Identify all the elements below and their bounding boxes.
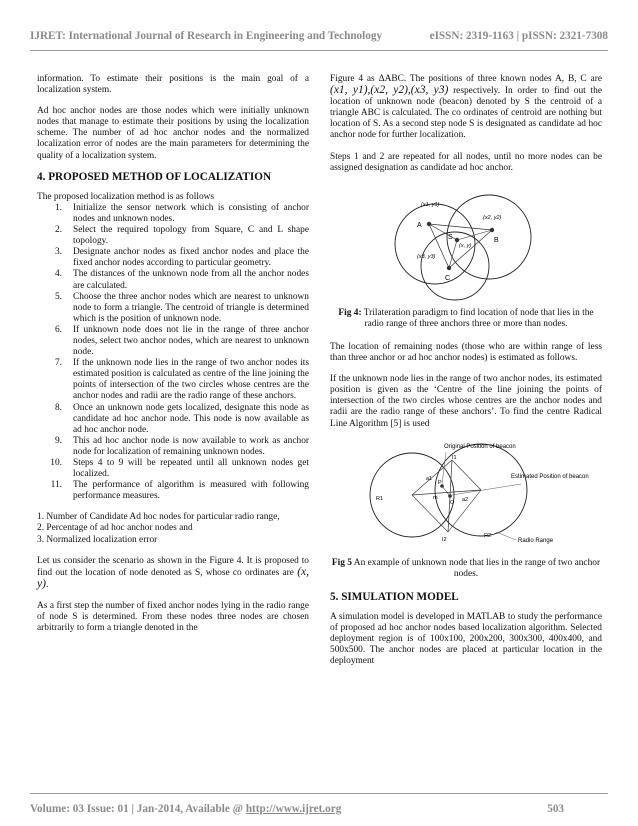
figure-5-caption: Fig 5 An example of unknown node that lies in the range of two anchor nodes. xyxy=(331,557,601,579)
section-heading: 4. PROPOSED METHOD OF LOCALIZATION xyxy=(37,170,272,183)
journal-name: IJRET: International Journal of Research in Engineering and Technology xyxy=(30,30,383,42)
page-number: 503 xyxy=(547,803,564,815)
measure-item: 2. Percentage of ad hoc anchor nodes and xyxy=(37,523,193,534)
step-item: 3. Designate anchor nodes as fixed anchor nodes and place the fixed anchor nodes according to particular geometry. xyxy=(54,247,309,269)
original-position-label: Original Position of beacon xyxy=(444,443,516,450)
coord-c: (x3, y3) xyxy=(417,253,436,260)
measure-item: 1. Number of Candidate Ad hoc nodes for particular radio range, xyxy=(37,512,280,523)
label-b: B xyxy=(494,236,499,244)
method-steps xyxy=(37,203,309,503)
label-a2: a2 xyxy=(462,496,469,503)
label-c: C xyxy=(445,274,451,282)
paragraph: information. To estimate their positions is the main goal of a localization system. xyxy=(37,74,309,96)
page-header xyxy=(30,30,608,42)
figure-4-caption: Fig 4: Trilateration paradigm to find location of node that lies in the radio range of three anchors three or more than nodes. xyxy=(338,307,594,329)
footer-rule xyxy=(30,793,608,794)
radio-range-label: Radio Range xyxy=(518,537,554,544)
step-item: 8. Once an unknown node gets localized, designate this node as candidate ad hoc anchor node. This node is now available as ad hoc anchor node. xyxy=(54,402,309,435)
paragraph: The location of remaining nodes (those who are within range of less than three anchor or ad hoc anchor nodes) is estimated as follows. xyxy=(330,341,602,364)
step-item: 11. The performance of algorithm is measured with following performance measures. xyxy=(50,480,309,502)
estimated-position-label: Estimated Position of beacon xyxy=(511,473,589,480)
step-item: 10. Steps 4 to 9 will be repeated until all unknown nodes get localized. xyxy=(50,458,309,480)
anchor-node-c xyxy=(447,266,451,270)
label-a1: a1 xyxy=(426,475,433,482)
paragraph: Ad hoc anchor nodes are those nodes which were initially unknown nodes that manage to estimate their positions by using the localization scheme. The number of ad hoc anchor nodes and the normalized localization error of nodes are the main parameters for determining the quality of a localization system. xyxy=(37,106,309,161)
coord-s: (x, y) xyxy=(459,242,472,249)
label-r1: R1 xyxy=(376,495,384,502)
anchor-node-a xyxy=(427,222,431,226)
paragraph: Let us consider the scenario as shown in the Figure 4. It is proposed to find out the location of node denoted as S, whose co ordinates are (x, y). xyxy=(37,555,309,590)
unknown-node-s xyxy=(455,238,459,242)
label-o: O xyxy=(450,499,455,506)
label-i1: I1 xyxy=(452,454,457,461)
coord-a: (x1, y1) xyxy=(421,201,440,208)
paragraph: A simulation model is developed in MATLAB to study the performance of proposed ad hoc anchor nodes based localization algorithm. Selected deployment region is of 100x100, 200x200, 300x300, 400x400, and 500x500. The anchor nodes are placed at particular location in the deployment xyxy=(330,611,602,667)
paragraph: As a first step the number of fixed anchor nodes lying in the radio range of node S is determined. From these nodes three nodes are chosen arbitrarily to form a triangle denoted in the xyxy=(37,600,309,634)
paragraph: Steps 1 and 2 are repeated for all nodes, until no more nodes can be assigned designation as candidate ad hoc anchor. xyxy=(330,151,602,173)
step-item: 1. Initialize the sensor network which is consisting of anchor nodes and unknown nodes. xyxy=(54,202,309,224)
step-item: 4. The distances of the unknown node from all the anchor nodes are calculated. xyxy=(54,269,309,291)
label-p: P xyxy=(438,479,442,486)
issn-numbers: eISSN: 2319-1163 | pISSN: 2321-7308 xyxy=(429,30,608,42)
label-a: A xyxy=(417,221,422,229)
math-xy: (x, y) xyxy=(37,565,309,590)
estimated-beacon xyxy=(448,494,452,498)
left-column xyxy=(37,74,309,644)
page-footer xyxy=(30,803,608,815)
section-heading: 5. SIMULATION MODEL xyxy=(330,590,459,603)
paragraph: If the unknown node lies in the range of two anchor nodes, its estimated position is given as the ‘Centre of the line joining the points of intersection of the two circles whose centres are the anchor nodes and radii are the radio range of these anchors’. To find the centre Radical Line Algorithm [5] is used xyxy=(330,374,602,429)
header-rule xyxy=(30,50,608,51)
paragraph: Figure 4 as ΔABC. The positions of three known nodes A, B, C are (x1, y1),(x2, y2),(x3, y3) respectively. In order to find out the location of unknown node (beacon) denoted by S the centroid of a triangle ABC is calculated. The co ordinates of centroid are nothing but location of S. As a second step node S is designated as candidate ad hoc anchor node for further localization. xyxy=(330,74,602,141)
anchor-node-b xyxy=(490,228,494,232)
performance-measures xyxy=(37,512,309,545)
math-coordinates: (x1, y1),(x2, y2),(x3, y3) xyxy=(330,84,449,97)
label-i2: I2 xyxy=(442,536,447,543)
step-item: 6. If unknown node does not lie in the range of three anchor nodes, select two anchor nodes, which are nearest to unknown node. xyxy=(54,324,309,358)
footer-volume: Volume: 03 Issue: 01 | Jan-2014, Available @ xyxy=(30,803,246,815)
method-intro: The proposed localization method is as follows xyxy=(37,191,215,202)
step-item: 7. If the unknown node lies in the range of two anchor nodes its estimated position is calculated as centre of the line joining the points of intersection of the two circles whose centres are the anchor nodes and radii are the radio range of these anchors. xyxy=(54,358,309,402)
figure-4-trilateration xyxy=(391,184,541,302)
step-item: 5. Choose the three anchor nodes which are nearest to unknown node to form a triangle. The centroid of triangle is determined which is the position of unknown node. xyxy=(54,291,309,324)
journal-link[interactable]: http://www.ijret.org xyxy=(245,803,342,815)
right-column xyxy=(330,74,602,677)
figure-5-two-anchors xyxy=(366,440,589,552)
measure-item: 3. Normalized localization error xyxy=(37,534,158,545)
coord-b: (x2, y2) xyxy=(483,214,502,221)
label-s: S xyxy=(448,233,453,241)
step-item: 2. Select the required topology from Square, C and L shape topology. xyxy=(54,225,309,247)
label-m: m xyxy=(433,494,438,501)
label-r2: R2 xyxy=(484,532,492,539)
step-item: 9. This ad hoc anchor node is now available to work as anchor node for localization of remaining unknown nodes. xyxy=(54,435,309,457)
range-circle-c xyxy=(421,232,489,300)
